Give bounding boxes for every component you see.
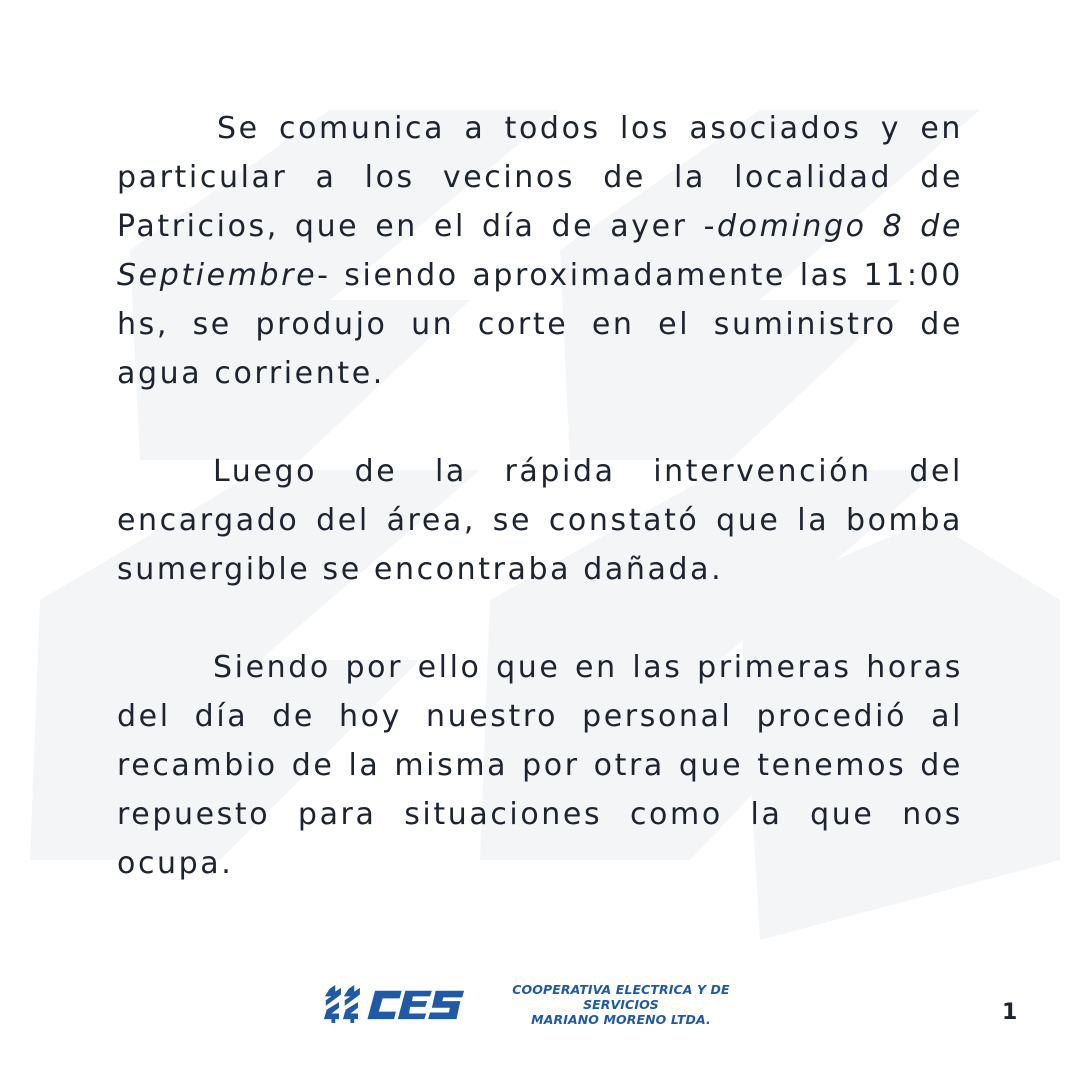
paragraph-1-date: domingo 8 de Septiembre (117, 209, 963, 293)
company-logo (322, 980, 762, 1028)
paragraph-3-text: Siendo por ello que en las primeras horas del día de hoy nuestro personal procedió al recambio de la misma por otra que tenemos de repuesto para situaciones como la que nos ocupa. (117, 650, 963, 881)
paragraph-2 (117, 447, 963, 594)
ceys-logo-icon (322, 982, 466, 1026)
paragraph-3 (117, 643, 963, 888)
paragraph-1-text-a: Se comunica a todos los asociados y en particular a los vecinos de la localidad de Patricios, que en el día de ayer - (117, 111, 963, 244)
company-name (480, 982, 762, 1027)
paragraph-1 (117, 104, 963, 398)
paragraph-2-text: Luego de la rápida intervención del encargado del área, se constató que la bomba sumergible se encontraba dañada. (117, 454, 963, 587)
page-number: 1 (1002, 1000, 1018, 1025)
announcement-body (117, 104, 963, 888)
company-name-line-2: MARIANO MORENO LTDA. (531, 1011, 711, 1027)
paragraph-1-text-b: - siendo aproximadamente las 11:00 hs, se produjo un corte en el suministro de agua corriente. (117, 258, 963, 391)
company-name-line-1: COOPERATIVA ELECTRICA Y DE SERVICIOS (512, 981, 730, 1012)
